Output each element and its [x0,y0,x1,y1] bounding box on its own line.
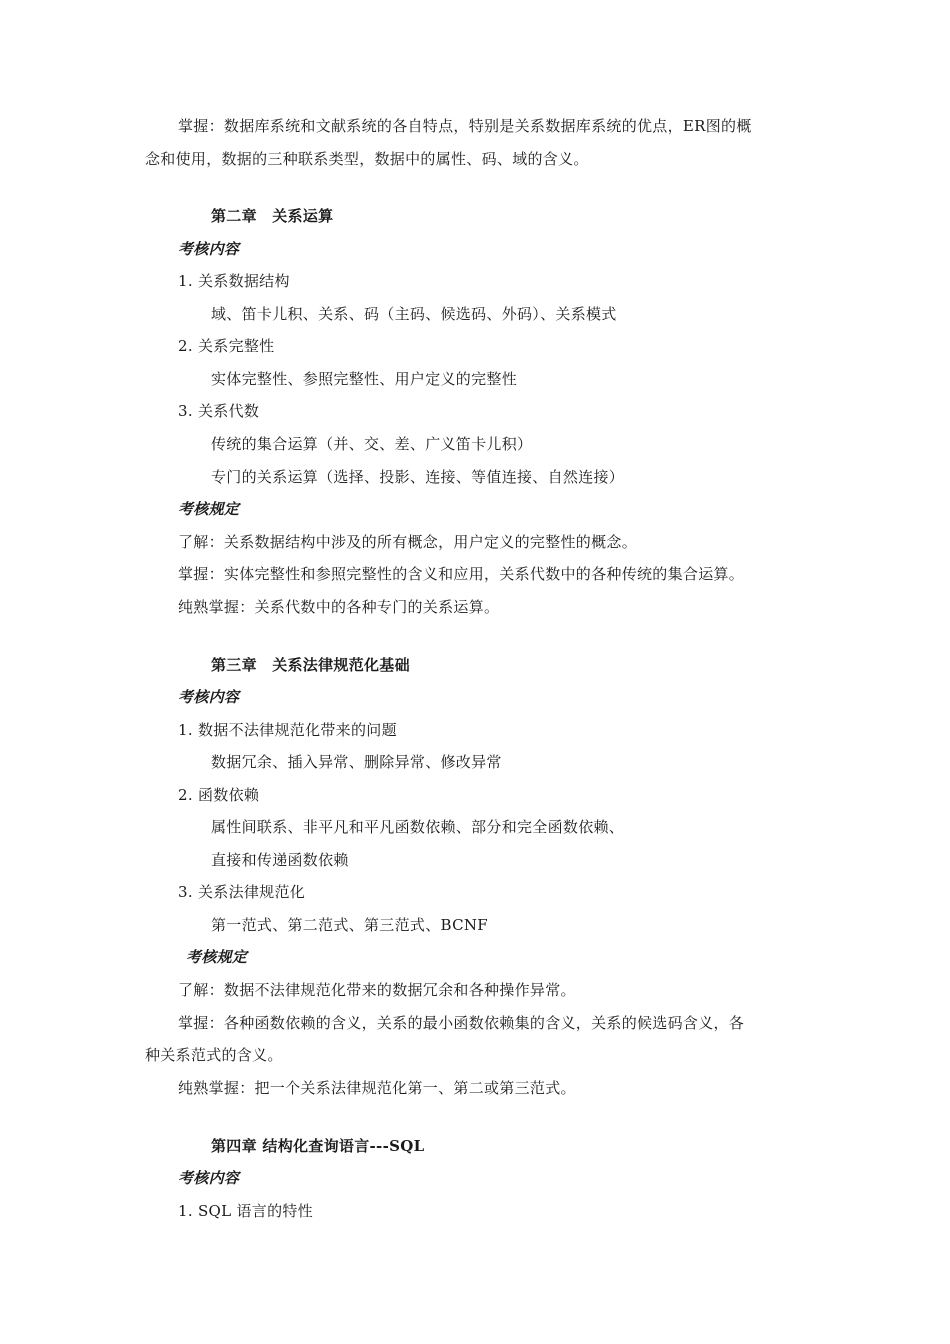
chapter-3-item-1: 1. 数据不法律规范化带来的问题 [178,721,397,739]
chapter-3-rule-1: 了解：数据不法律规范化带来的数据冗余和各种操作异常。 [178,981,576,999]
intro-line-2: 念和使用，数据的三种联系类型，数据中的属性、码、域的含义。 [145,150,589,168]
chapter-3-item-2-detail-2: 直接和传递函数依赖 [211,851,349,869]
chapter-2-item-3-detail-2: 专门的关系运算（选择、投影、连接、等值连接、自然连接） [211,468,625,486]
chapter-3-rule-3: 纯熟掌握：把一个关系法律规范化第一、第二或第三范式。 [178,1079,576,1097]
chapter-2-item-3-detail-1: 传统的集合运算（并、交、差、广义笛卡儿积） [211,435,533,453]
chapter-3-item-1-detail: 数据冗余、插入异常、删除异常、修改异常 [211,753,502,771]
chapter-3-item-3-detail: 第一范式、第二范式、第三范式、BCNF [211,916,489,934]
chapter-3-rule-label: 考核规定 [186,948,248,966]
chapter-3-rule-2-line-1: 掌握：各种函数依赖的含义，关系的最小函数依赖集的含义，关系的候选码含义，各 [178,1014,745,1032]
chapter-2-item-2: 2. 关系完整性 [178,337,275,355]
chapter-2-item-1: 1. 关系数据结构 [178,272,290,290]
chapter-3-item-2: 2. 函数依赖 [178,786,260,804]
chapter-2-rule-2: 掌握：实体完整性和参照完整性的含义和应用，关系代数中的各种传统的集合运算。 [178,565,745,583]
intro-line-1: 掌握：数据库系统和文献系统的各自特点，特别是关系数据库系统的优点，ER图的概 [178,117,752,135]
chapter-2-title: 第二章 关系运算 [211,207,334,225]
chapter-2-rule-3: 纯熟掌握：关系代数中的各种专门的关系运算。 [178,598,500,616]
chapter-3-rule-2-line-2: 种关系范式的含义。 [145,1046,283,1064]
chapter-2-item-1-detail: 域、笛卡儿积、关系、码（主码、候选码、外码）、关系模式 [211,305,617,323]
chapter-2-rule-label: 考核规定 [178,500,240,518]
chapter-3-content-label: 考核内容 [178,688,240,706]
chapter-2-item-2-detail: 实体完整性、参照完整性、用户定义的完整性 [211,370,518,388]
chapter-2-content-label: 考核内容 [178,240,240,258]
chapter-3-item-3: 3. 关系法律规范化 [178,883,306,901]
chapter-4-content-label: 考核内容 [178,1169,240,1187]
chapter-3-item-2-detail-1: 属性间联系、非平凡和平凡函数依赖、部分和完全函数依赖、 [211,818,625,836]
chapter-2-item-3: 3. 关系代数 [178,402,260,420]
chapter-4-title: 第四章 结构化查询语言---SQL [211,1137,425,1155]
chapter-2-rule-1: 了解：关系数据结构中涉及的所有概念，用户定义的完整性的概念。 [178,533,638,551]
chapter-4-item-1: 1. SQL 语言的特性 [178,1202,313,1220]
chapter-3-title: 第三章 关系法律规范化基础 [211,656,410,674]
